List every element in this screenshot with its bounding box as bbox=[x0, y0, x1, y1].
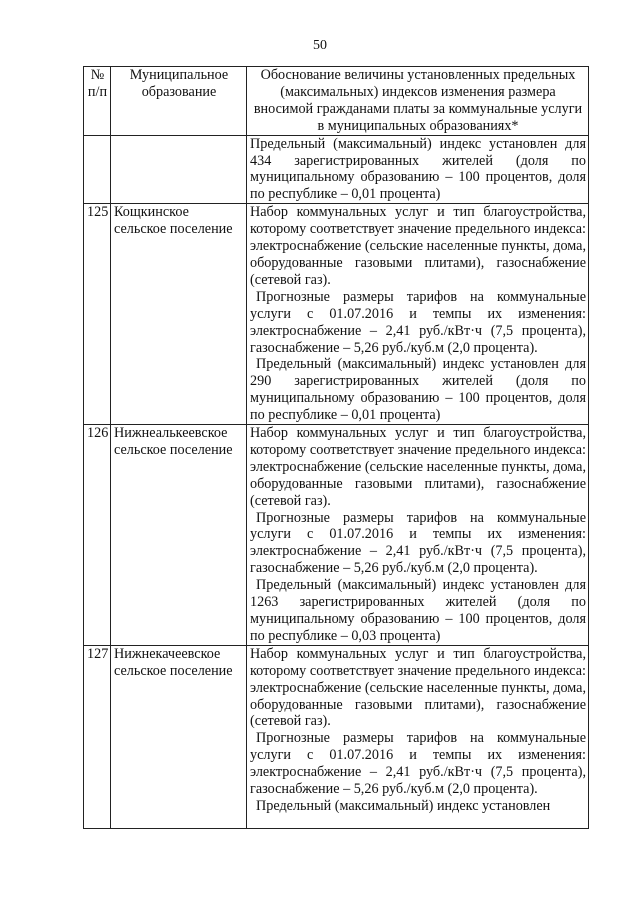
row-num: 127 bbox=[84, 645, 111, 828]
table-row bbox=[84, 425, 589, 646]
justification-paragraph: Предельный (максимальный) индекс установлен для 290 зарегистрированных жителей (доля по муниципальному образованию – 100 процентов, доля по республике – 0,01 процента) bbox=[250, 356, 586, 424]
justification-paragraph: Предельный (максимальный) индекс установлен для 1263 зарегистрированных жителей (доля по муниципальному образованию – 100 процентов, доля по республике – 0,03 процента) bbox=[250, 577, 586, 644]
row-municipality: Кощкинское сельское поселение bbox=[111, 204, 247, 425]
tariff-index-table bbox=[83, 66, 589, 829]
row-num bbox=[84, 135, 111, 204]
header-justification: Обоснование величины установленных предельных (максимальных) индексов изменения размера вносимой гражданами платы за коммунальные услуги в муниципальных образованиях* bbox=[247, 67, 589, 136]
row-municipality bbox=[111, 135, 247, 204]
row-justification bbox=[247, 645, 589, 828]
justification-paragraph: Набор коммунальных услуг и тип благоустройства, которому соответствует значение предельного индекса: электроснабжение (сельские населенные пункты, дома, оборудованные газовыми плитами), газоснабжение (сетевой газ). bbox=[250, 204, 586, 288]
justification-paragraph: Предельный (максимальный) индекс установлен для 434 зарегистрированных жителей (доля по муниципальному образованию – 100 процентов, доля по республике – 0,01 процента) bbox=[250, 135, 586, 203]
page-number: 50 bbox=[313, 38, 327, 53]
justification-paragraph: Прогнозные размеры тарифов на коммунальные услуги с 01.07.2016 и темпы их изменения: электроснабжение – 2,41 руб./кВт·ч (7,5 процента), газоснабжение – 5,26 руб./куб.м (2,0 процента). bbox=[250, 730, 586, 798]
justification-paragraph: Предельный (максимальный) индекс установлен bbox=[256, 797, 551, 814]
row-num: 125 bbox=[84, 204, 111, 425]
header-municipality: Муниципальное образование bbox=[111, 67, 247, 136]
justification-paragraph: Прогнозные размеры тарифов на коммунальные услуги с 01.07.2016 и темпы их изменения: электроснабжение – 2,41 руб./кВт·ч (7,5 процента), газоснабжение – 5,26 руб./куб.м (2,0 процента). bbox=[250, 509, 586, 577]
justification-paragraph: Набор коммунальных услуг и тип благоустройства, которому соответствует значение предельного индекса: электроснабжение (сельские населенные пункты, дома, оборудованные газовыми плитами), газоснабжение (сетевой газ). bbox=[250, 645, 586, 730]
row-justification bbox=[247, 425, 589, 646]
justification-paragraph: Набор коммунальных услуг и тип благоустройства, которому соответствует значение предельного индекса: электроснабжение (сельские населенные пункты, дома, оборудованные газовыми плитами), газоснабжение (сетевой газ). bbox=[250, 425, 586, 509]
table-row bbox=[84, 645, 589, 828]
row-municipality: Нижнекачеевское сельское поселение bbox=[111, 645, 247, 828]
row-justification bbox=[247, 135, 589, 204]
justification-paragraph: Прогнозные размеры тарифов на коммунальные услуги с 01.07.2016 и темпы их изменения: электроснабжение – 2,41 руб./кВт·ч (7,5 процента), газоснабжение – 5,26 руб./куб.м (2,0 процента). bbox=[250, 288, 586, 356]
table-row bbox=[84, 135, 589, 204]
table-row bbox=[84, 204, 589, 425]
row-num: 126 bbox=[84, 425, 111, 646]
table-header-row bbox=[84, 67, 589, 136]
row-municipality: Нижнеалькеевское сельское поселение bbox=[111, 425, 247, 646]
row-justification bbox=[247, 204, 589, 425]
header-num: № п/п bbox=[84, 67, 111, 136]
